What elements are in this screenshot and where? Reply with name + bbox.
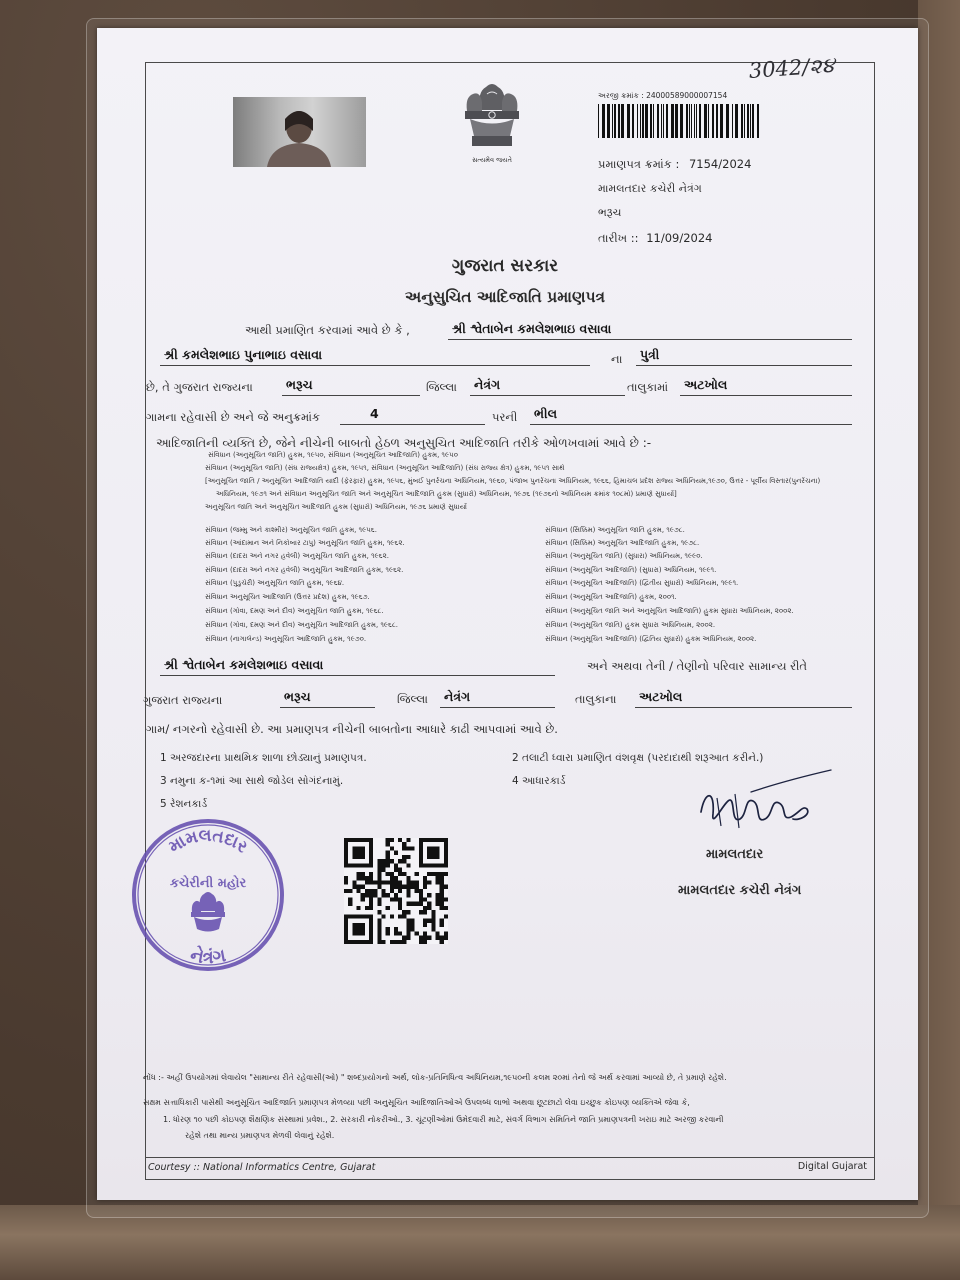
recognition-statement: આદિજાતિની વ્યક્તિ છે, જેને નીચેની બાબતો હેઠળ અનુસુચિત આદિજાતિ તરીકે ઓળખવામાં આવે છે :- [156,436,652,450]
government-title: ગુજરાત સરકાર [451,256,559,276]
issue-date [598,231,828,245]
serial-number-field: 4 [340,404,485,425]
qr-code-icon [344,838,448,944]
document-number: 4 [512,775,519,787]
document-text: અરજદારના પ્રાથમિક શાળા છોડ્યાનું પ્રમાણપત્ર. [170,752,367,764]
verification-points: 1. ધોરણ ૧૦ પછી કોઇપણ શૈક્ષણિક સંસ્થામાં પ્રવેશ., 2. સરકારી નોકરીઓ., 3. ચૂંટણીઓમાં ઉમેદવારી માટે, સંવર્ગ વિભાગ સમિતિને જાતિ પ્રમાણપત્રની ખરાઇ માટે અરજી કરવાની [163,1115,724,1124]
verification-points-continued: રહેશે તથા માન્ય પ્રમાણપત્ર મેળવી લેવાનું રહેશે. [185,1131,335,1140]
order-intro-line: સંવિધાન (અનુસૂચિત જાતિ) હુકમ, ૧૯૫૦, સંવિધાન (અનુસૂચિત આદિજાતિ) હુકમ, ૧૯૫૦ [208,451,458,459]
photo-silhouette [233,97,366,167]
tribe-field: ભીલ [530,404,852,425]
footer-courtesy: Courtesy :: National Informatics Centre, Gujarat [148,1162,376,1173]
certificate-number-label: પ્રમાણપત્ર ક્રમાંક : [598,157,680,171]
relation-field: પુત્રી [636,345,852,366]
resident-label: ગામના રહેવાસી છે અને જે અનુક્રમાંક [146,410,321,424]
stamp-bottom-path: નેત્રંગ [188,944,228,969]
certificate-number [598,157,828,171]
order-right-item: સંવિધાન (અનુસૂચિત આદિજાતિ) (દ્વિતીય સુધારો) અધિનિયમ, ૧૯૯૧. [545,579,739,587]
emblem-motto: સત્યમેવ જયતે [472,156,512,164]
order-intro-line: [અનુસૂચિત જાતિ / અનુસૂચિત આદિજાતિ યાદી (ફેરફાર) હુકમ, ૧૯૫૬, મુંબઈ પુનર્રચના અધિનિયમ, ૧૯૬૦, પંજાબ પુનર્રચના અધિનિયમ, ૧૯૬૬, હિમાચલ પ્રદેશ રાજ્ય અધિનિયમ,૧૯૭૦, ઉત્તર - પૂર્વીય વિસ્તાર(પુનર્રચના) [205,477,821,485]
basis-statement: ગામ/ નગરનો રહેવાસી છે. આ પ્રમાણપત્ર નીચેની બાબતોના આધારે કાઢી આપવામાં આવે છે. [146,722,558,736]
parent-name-field: શ્રી કમલેશભાઇ પુનાભાઇ વસાવા [160,345,590,366]
application-number-value: 24000589000007154 [646,91,728,100]
handwritten-reference: 3042/૨૪ [748,53,836,83]
applicant-photo [233,97,366,167]
family-name-field: શ્રી શ્વેતાબેન કમલેશભાઇ વસાવા [160,655,555,676]
order-right-item: સંવિધાન (અનુસૂચિત આદિજાતિ) હુકમ, ૨૦૦૧. [545,593,677,601]
family-district-label: જિલ્લા [397,692,428,706]
stamp-emblem-icon [191,892,225,932]
order-left-item: સંવિધાન (ગોવા, દમણ અને દીવ) અનુસૂચિત જાતિ હુકમ, ૧૯૬૮. [205,607,384,615]
document-number: 1 [160,752,167,764]
barcode-bars [598,104,759,138]
document-item [160,775,500,788]
order-left-item: સંવિધાન (ગોવા, દમણ અને દીવ) અનુસૂચિત આદિજાતિ હુકમ, ૧૯૬૮. [205,621,399,629]
family-label: અને અથવા તેની / તેણીનો પરિવાર સામાન્ય રીતે [587,659,808,673]
certificate-title: અનુસુચિત આદિજાતિ પ્રમાણપત્ર [404,288,606,306]
document-number: 3 [160,775,167,787]
order-right-item: સંવિધાન (અનુસૂચિત જાતિ) હુકમ સુધારા અધિનિયમ, ૨૦૦૨. [545,621,716,629]
stamp-top-text [165,826,251,858]
application-number-label: અરજી ક્રમાંક : [598,91,644,100]
certificate-number-value: 7154/2024 [688,157,752,171]
document-text: આધારકાર્ડ [522,775,566,787]
order-left-item: સંવિધાન (દાદરા અને નગર હવેલી) અનુસૂચિત જાતિ હુકમ, ૧૯૬૨. [205,552,389,560]
order-left-item: સંવિધાન (નાગાલેન્ડ) અનુસૂચિત આદિજાતિ હુકમ, ૧૯૭૦. [205,635,367,643]
on-label: પરની [492,410,518,424]
certify-label: આથી પ્રમાણિત કરવામાં આવે છે કે , [245,323,410,337]
footer-divider [145,1157,875,1158]
document-text: તલાટી ધ્વારા પ્રમાણિત વંશવૃક્ષ (પરદાદાથી શરૂઆત કરીને.) [522,752,764,764]
application-number [598,91,788,100]
district-label: જિલ્લા [426,380,457,394]
taluka-label: તાલુકામાં [627,380,669,394]
document-text: રેશનકાર્ડ [170,798,208,810]
document-item [160,798,500,811]
state-label: છે, તે ગુજરાત રાજ્યના [146,380,253,394]
document-item [512,752,857,765]
issue-date-label: તારીખ :: [598,231,639,245]
order-intro-line: સંવિધાન (અનુસૂચિત જાતિ) (સંઘ રાજ્યક્ષેત્ર) હુકમ, ૧૯૫૧, સંવિધાન (અનુસૂચિત આદિજાતિ) (સંઘ રાજ્ય ક્ષેત્ર) હુકમ, ૧૯૫૧ સાથે [205,464,565,472]
issuing-office: મામલતદાર કચેરી નેત્રંગ [598,182,702,195]
family-taluka-field: નેત્રંગ [440,687,555,708]
order-left-item: સંવિધાન (આંદામાન અને નિકોબાર ટાપુ) અનુસૂચિત જાતિ હુકમ, ૧૯૬૨. [205,539,405,547]
signatory-designation: મામલતદાર [706,847,764,862]
stamp-bottom-text [188,944,227,968]
footnote: નોંધ :- અહીં ઉપયોગમાં લેવાયેલ "સામાન્ય રીતે રહેવાસી(ઓ) " શબ્દપ્રયોગનો અર્થ, લોક-પ્રતિનિધિત્વ અધિનિયમ,૧૯૫૦ની કલમ ૨૦માં તેનો જે અર્થ કરવામાં આવ્યો છે, તે પ્રમાણે રહેશે. [143,1073,727,1082]
family-village-field: અટખોલ [635,687,852,708]
village-field: અટખોલ [680,375,852,396]
state-emblem-icon [460,78,524,156]
order-right-item: સંવિધાન (સિક્કિમ) અનુસૂચિત જાતિ હુકમ, ૧૯૭૮. [545,526,685,534]
order-left-item: સંવિધાન અનુસૂચિત આદિજાતિ (ઉત્તર પ્રદેશ) હુકમ, ૧૯૬૭. [205,593,370,601]
order-left-item: સંવિધાન (પુડુચેરી) અનુસૂચિત જાતિ હુકમ, ૧૯૬૪. [205,579,345,587]
applicant-name-field: શ્રી શ્વેતાબેન કમલેશભાઇ વસાવા [448,319,852,340]
taluka-field: નેત્રંગ [470,375,625,396]
signature-flourish [751,770,831,792]
document-number: 2 [512,752,519,764]
stamp-middle-text: કચેરીની મહોર [169,876,247,891]
barcode-icon [598,104,760,138]
family-taluka-label: તાલુકાના [575,692,617,706]
signature [695,768,835,848]
document-number: 5 [160,798,167,810]
district-field: ભરૂચ [282,375,420,396]
family-state-label: ગુજરાત રાજ્યના [143,693,223,707]
stamp-top-path: મામલતદાર [165,825,252,858]
order-right-item: સંવિધાન (અનુસૂચિત જાતિ) (સુધારા) અધિનિયમ, ૧૯૯૦. [545,552,703,560]
order-intro-line: અનુસૂચિત જાતિ અને અનુસૂચિત આદિજાતિ હુકમ (સુધારો) અધિનિયમ, ૧૯૭૬ પ્રમાણે સુધાર્યો [205,503,467,511]
document-text: નમુના ક-૧માં આ સાથે જોડેલ સોગંદનામું. [170,775,344,787]
verification-paragraph: સક્ષમ સત્તાધિકારી પાસેથી અનુસૂચિત આદિજાતિ પ્રમાણપત્ર મેળવ્યા પછી અનુસૂચિત આદિજાતિઓએ ઉપલબ્ધ લાભો અથવા છૂટછાટો લેવા ઇચ્છુક કોઇપણ વ્યક્તિએ જેવા કે, [143,1098,690,1107]
document-item [160,752,500,765]
of-label: ના [611,352,623,366]
order-left-item: સંવિધાન (દાદરા અને નગર હવેલી) અનુસૂચિત આદિજાતિ હુકમ, ૧૯૬૨. [205,566,404,574]
order-right-item: સંવિધાન (અનુસૂચિત આદિજાતિ) (દ્વિતિય સુધારો) હુકમ અધિનિયમ, ૨૦૦૨. [545,635,757,643]
order-left-item: સંવિધાન (જમ્મુ અને કાશ્મીર) અનુસૂચિત જાતિ હુકમ, ૧૯૫૬. [205,526,377,534]
order-right-item: સંવિધાન (અનુસૂચિત જાતિ અને અનુસૂચિત આદિજાતિ) હુકમ સુધારા અધિનિયમ, ૨૦૦૨. [545,607,794,615]
order-intro-line: અધિનિયમ, ૧૯૭૧ અને સંવિધાન અનુસૂચિત જાતિ અને અનુસૂચિત આદિજાતિ હુકમ (સુધારો) અધિનિયમ, ૧૯૭૬ (૧૯૭૬નો અધિનિયમ ક્રમાંક ૧૦૮મો) પ્રમાણે સુધાર્યા] [216,490,677,498]
signatory-office: મામલતદાર કચેરી નેત્રંગ [678,883,802,898]
office-stamp [128,815,288,975]
order-right-item: સંવિધાન (સિક્કિમ) અનુસૂચિત આદિજાતિ હુકમ, ૧૯૭૮. [545,539,700,547]
family-district-field: ભરૂચ [280,687,375,708]
footer-brand: Digital Gujarat [797,1161,867,1172]
issuing-district: ભરૂચ [598,206,622,219]
issue-date-value: 11/09/2024 [646,231,713,245]
order-right-item: સંવિધાન (અનુસૂચિત આદિજાતિ) (સુધારા) અધિનિયમ, ૧૯૯૧. [545,566,717,574]
